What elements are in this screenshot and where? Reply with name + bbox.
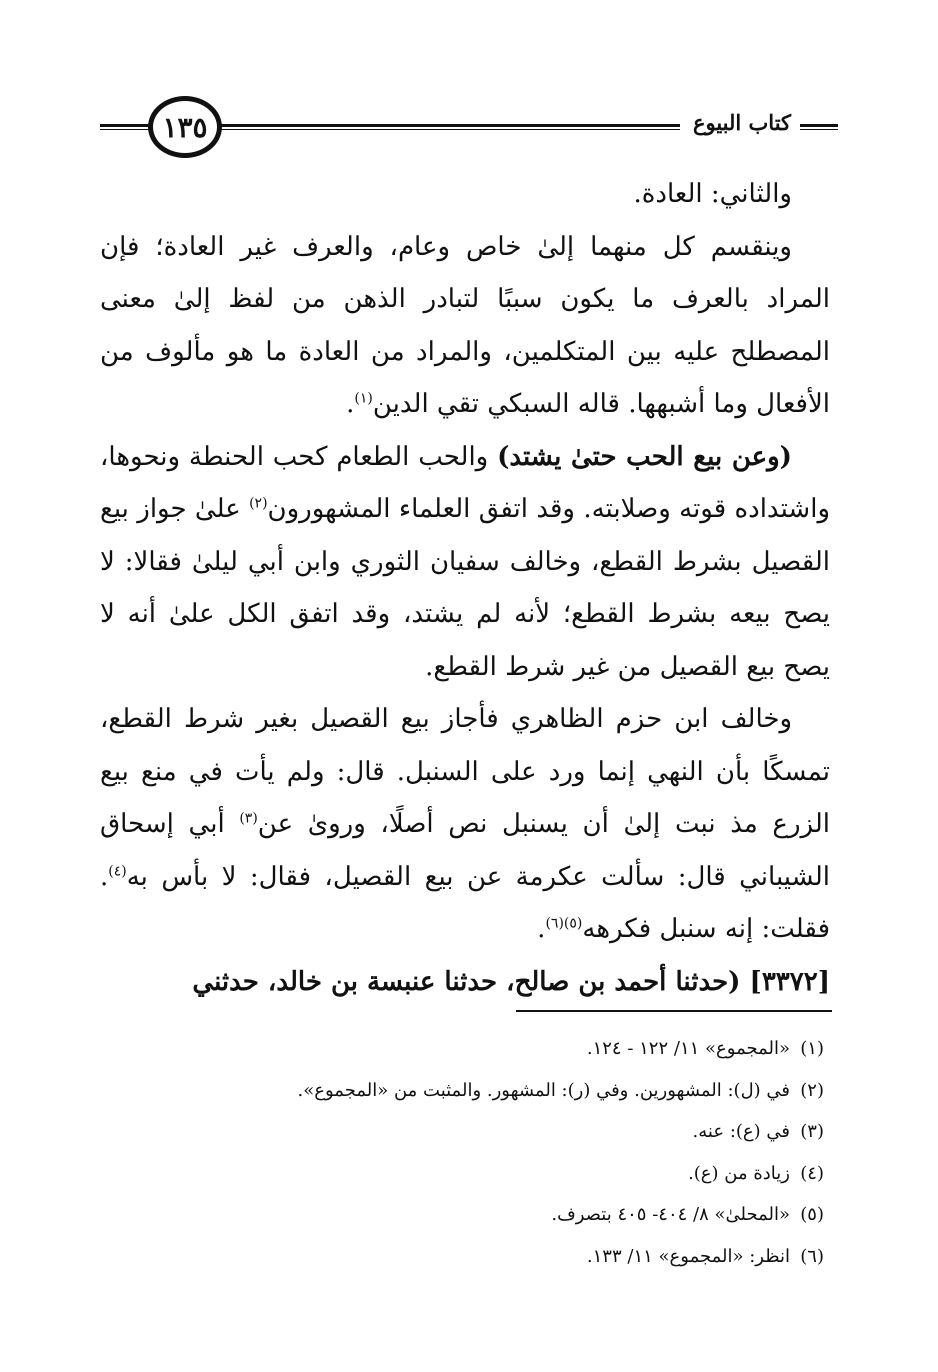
- footnote-ref-4: (٤): [108, 862, 127, 879]
- paragraph-4-text-a: وخالف ابن حزم الظاهري فأجاز بيع القصيل بغير شرط القطع، تمسكًا بأن النهي إنما ورد على السنبل. قال: ولم يأت في منع بيع الزرع مذ نبت إلىٰ أن يسنبل نص أصلًا، وروىٰ عن: [100, 704, 830, 839]
- paragraph-2-text: وينقسم كل منهما إلىٰ خاص وعام، والعرف غير العادة؛ فإن المراد بالعرف ما يكون سببًا لتبادر الذهن من لفظ إلىٰ معنى المصطلح عليه بين المتكلمين، والمراد من العادة ما هو مألوف من الأفعال وما أشبهها. قاله السبكي تقي الدين: [100, 231, 830, 419]
- header-rule-middle: [210, 124, 680, 130]
- paragraph-2-end: .: [346, 389, 355, 419]
- footnote-2: [100, 1070, 824, 1112]
- footnote-text: في (ع): عنه.: [692, 1121, 790, 1142]
- paragraph-4-end: .: [537, 914, 546, 944]
- page-number-badge: [148, 96, 222, 158]
- footnote-number: (٤): [800, 1162, 824, 1184]
- paragraph-3: [100, 431, 830, 694]
- footnote-4: [100, 1153, 824, 1195]
- footnote-text: «المجموع» ١١/ ١٢٢ - ١٢٤.: [586, 1038, 790, 1059]
- footnote-number: (٦): [800, 1245, 824, 1267]
- page-number: ١٣٥: [162, 110, 208, 144]
- footnote-number: (٥): [800, 1204, 824, 1225]
- footnote-number: (٣): [800, 1121, 824, 1142]
- footnote-5: [100, 1194, 824, 1236]
- hadith-heading: [٣٣٧٢] (حدثنا أحمد بن صالح، حدثنا عنبسة بن خالد، حدثني: [192, 966, 830, 997]
- footnote-ref-2: (٢): [249, 495, 268, 512]
- footnote-number: (٢): [800, 1079, 824, 1101]
- footnote-3: [100, 1111, 824, 1153]
- paragraph-2: [100, 221, 830, 431]
- footnote-ref-5-6: (٥)(٦): [545, 915, 583, 932]
- paragraph-4: [100, 693, 830, 956]
- footnote-separator: [516, 1010, 832, 1012]
- footnote-text: «المحلىٰ» ٨/ ٤٠٤- ٤٠٥ بتصرف.: [551, 1204, 790, 1225]
- paragraph-3-text-a: والحب الطعام كحب الحنطة ونحوها، واشتداده قوته وصلابته. وقد اتفق العلماء المشهورون: [100, 441, 830, 524]
- footnote-ref-3: (٣): [239, 810, 258, 827]
- paragraph-4-text-b: أبي إسحاق الشيباني قال: سألت عكرمة عن بيع القصيل، فقال: لا بأس به: [100, 809, 830, 892]
- matn-quote-1: (وعن بيع الحب حتىٰ يشتد): [497, 441, 792, 472]
- footnote-text: زيادة من (ع).: [688, 1162, 790, 1184]
- footnote-1: [100, 1028, 824, 1070]
- paragraph-1: والثاني: العادة.: [633, 179, 792, 209]
- running-title: كتاب البيوع: [686, 110, 798, 135]
- page-header: [100, 92, 840, 162]
- footnotes: [100, 1028, 824, 1277]
- footnote-6: [100, 1236, 824, 1278]
- footnote-ref-1: (١): [354, 390, 373, 407]
- paragraph-4-text-c: . فقلت: إنه سنبل فكرهه: [100, 861, 830, 944]
- main-text: [100, 168, 830, 1008]
- footnote-number: (١): [800, 1038, 824, 1059]
- header-rule-right: [800, 124, 838, 130]
- footnote-text: في (ل): المشهورين. وفي (ر): المشهور. والمثبت من «المجموع».: [297, 1079, 790, 1101]
- paragraph-3-text-b: علىٰ جواز بيع القصيل بشرط القطع، وخالف سفيان الثوري وابن أبي ليلىٰ فقالا: لا يصح بيعه بشرط القطع؛ لأنه لم يشتد، وقد اتفق الكل علىٰ أنه لا يصح بيع القصيل من غير شرط القطع.: [100, 494, 830, 682]
- footnote-text: انظر: «المجموع» ١١/ ١٣٣.: [586, 1245, 790, 1267]
